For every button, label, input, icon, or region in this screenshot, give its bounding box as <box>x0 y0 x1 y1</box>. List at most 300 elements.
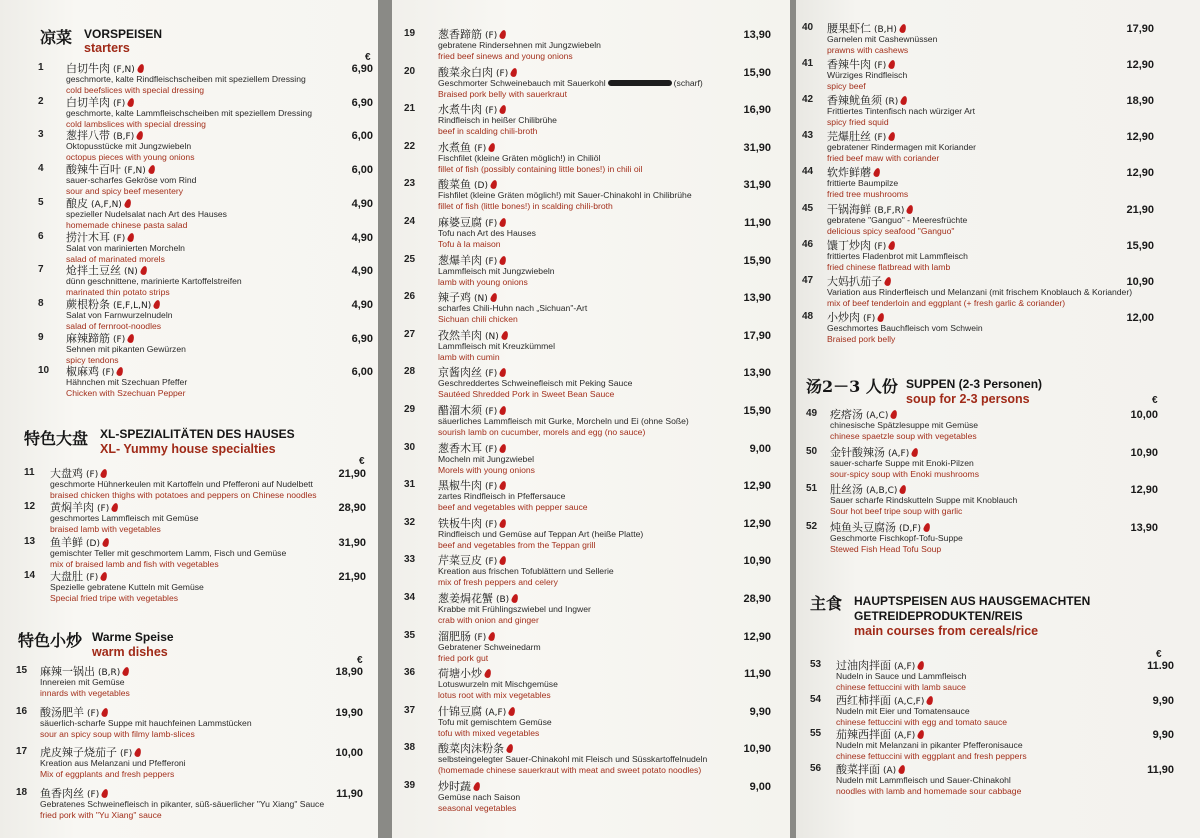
item-number: 52 <box>806 520 818 532</box>
item-description-de-text: Tofu nach Art des Hauses <box>438 228 536 238</box>
item-number: 11 <box>24 467 35 478</box>
item-price: 10,90 <box>1126 275 1154 288</box>
chili-pepper-icon <box>873 168 882 179</box>
item-name-cn-text: 馕丁炒肉 <box>827 238 871 252</box>
item-description-de <box>827 178 898 188</box>
item-description-de <box>836 740 1023 750</box>
item-description-en: spicy beef <box>827 81 866 92</box>
menu-item <box>796 22 1200 56</box>
item-name-cn-text: 白切羊肉 <box>66 95 110 109</box>
chili-pepper-icon <box>100 468 109 479</box>
item-price: 16,90 <box>743 104 771 117</box>
item-price: 28,90 <box>743 593 771 605</box>
chili-pepper-icon <box>917 660 926 671</box>
menu-item <box>796 166 1200 200</box>
item-description-de-text: sauer-scharfes Gekröse vom Rind <box>66 175 197 186</box>
allergen-codes: (N) <box>485 331 499 342</box>
item-description-en: sour-spicy soup with Enoki mushrooms <box>830 468 980 479</box>
menu-item <box>796 521 1200 555</box>
item-price: 4,90 <box>351 265 373 278</box>
chili-pepper-icon <box>100 571 109 582</box>
item-number: 23 <box>404 178 416 190</box>
item-description-de <box>438 566 614 576</box>
item-description-de-text: Kreation aus Melanzani und Pfefferoni <box>40 758 186 769</box>
item-description-en: fried beef sinews and young onions <box>438 51 573 61</box>
menu-item <box>796 94 1200 128</box>
allergen-codes: (D) <box>86 538 100 549</box>
item-number: 6 <box>38 230 44 242</box>
menu-item <box>796 483 1200 517</box>
menu-item <box>392 705 790 739</box>
menu-item <box>796 311 1200 345</box>
chili-pepper-icon <box>127 97 136 108</box>
allergen-codes: (F) <box>113 233 126 244</box>
item-description-en: tofu with mixed vegetables <box>438 727 540 738</box>
allergen-codes: (B,F,R) <box>874 205 905 216</box>
item-description-de-text: Oktopusstücke mit Jungzwiebeln <box>66 141 192 152</box>
item-number: 9 <box>38 331 44 343</box>
item-name-cn-text: 鱼香肉丝 <box>40 787 84 801</box>
item-description-de-text: gebratene "Ganguo" - Meeresfrüchte <box>827 214 968 225</box>
item-price: 9,90 <box>749 705 771 718</box>
section-title-de: HAUPTSPEISEN AUS HAUSGEMACHTEN <box>854 594 1091 608</box>
item-description-en: mix of braised lamb and fish with vegetables <box>50 558 219 569</box>
item-name-cn-text: 大盘肚 <box>50 569 83 583</box>
item-number: 3 <box>38 129 44 141</box>
item-number: 41 <box>802 58 814 70</box>
item-description-en: Tofu à la maison <box>438 239 501 249</box>
item-description-en: cold lambslices with special dressing <box>66 118 206 129</box>
menu-item <box>0 706 378 740</box>
allergen-codes: (F) <box>485 482 498 493</box>
item-description-de-text: Geschmorter Schweinebauch mit Sauerkohl <box>438 77 606 88</box>
item-name-cn-text: 水煮鱼 <box>438 140 471 154</box>
item-description-de <box>438 604 591 614</box>
item-price: 9,90 <box>1152 729 1174 741</box>
item-description-en: chinese spaetzle soup with vegetables <box>830 431 977 441</box>
item-price: 6,90 <box>351 332 373 345</box>
item-number: 56 <box>810 762 822 774</box>
menu-item <box>0 332 378 366</box>
item-price: 12,90 <box>743 480 771 493</box>
menu-item <box>392 254 790 288</box>
item-description-de-text: säuerlich-scharfe Suppe mit hauchfeinen Lammstücken <box>40 717 252 728</box>
currency-label: € <box>1156 649 1162 660</box>
menu-item <box>392 28 790 62</box>
item-description-en: cold beefslices with special dressing <box>66 85 205 95</box>
item-description-en: braised chicken thighs with potatoes and peppers on Chinese noodles <box>50 490 317 500</box>
item-price: 11,90 <box>336 788 363 801</box>
item-description-de <box>438 378 632 388</box>
chili-pepper-icon <box>499 255 508 266</box>
allergen-codes: (A,C,F) <box>894 696 925 707</box>
item-number: 46 <box>802 238 814 250</box>
item-price: 12,00 <box>1126 311 1154 324</box>
item-number: 48 <box>802 310 814 322</box>
item-number: 40 <box>802 22 814 33</box>
item-number: 39 <box>404 780 416 791</box>
item-description-de <box>827 251 968 261</box>
item-description-de-text: Spezielle gebratene Kutteln mit Gemüse <box>50 581 204 592</box>
item-name-cn-text: 腰果虾仁 <box>827 22 871 35</box>
chili-pepper-icon <box>473 781 482 792</box>
item-description-de <box>827 323 983 333</box>
item-description-en: Braised pork belly with sauerkraut <box>438 88 567 99</box>
menu-item <box>796 58 1200 92</box>
item-price: 13,90 <box>743 367 771 380</box>
item-name-cn-text: 肚丝汤 <box>830 483 863 497</box>
allergen-codes: (A,F,N) <box>91 199 122 210</box>
item-description-de <box>438 341 555 351</box>
item-description-de <box>827 34 937 44</box>
item-description-de <box>827 70 907 80</box>
item-name-cn-text: 芫爆肚丝 <box>827 130 871 144</box>
item-price: 31,90 <box>743 179 771 192</box>
chili-pepper-icon <box>906 204 915 215</box>
allergen-codes: (A,F) <box>888 448 910 459</box>
item-description-en: salad of marinated morels <box>66 253 165 264</box>
item-description-de <box>50 548 286 558</box>
chili-pepper-icon <box>506 744 515 755</box>
item-description-de-text: Gebratener Schweinedarm <box>438 641 541 652</box>
item-description-de-text: Rindfleisch in heißer Chilibrühe <box>438 115 557 126</box>
allergen-codes: (F) <box>485 256 498 267</box>
item-description-en: Sichuan chili chicken <box>438 314 518 325</box>
item-price: 18,90 <box>1126 95 1154 108</box>
item-description-en: sour an spicy soup with filmy lamb-slices <box>40 728 195 739</box>
chili-pepper-icon <box>898 23 907 34</box>
item-name-cn-text: 葱香木耳 <box>438 441 482 455</box>
item-description-en: crab with onion and ginger <box>438 615 539 625</box>
item-description-de <box>830 533 963 543</box>
item-description-en: spicy fried squid <box>827 117 889 128</box>
item-name-cn-text: 葱姜焗花蟹 <box>438 592 493 605</box>
item-description-de <box>827 106 975 116</box>
item-price: 31,90 <box>743 141 771 154</box>
menu-item <box>392 667 790 701</box>
allergen-codes: (F) <box>86 572 99 583</box>
item-number: 24 <box>404 216 416 227</box>
currency-label: € <box>365 52 371 63</box>
item-description-de <box>66 276 242 286</box>
item-description-de <box>66 209 227 219</box>
item-number: 53 <box>810 659 822 670</box>
item-number: 43 <box>802 130 814 142</box>
menu-item <box>0 96 378 130</box>
item-price: 11,90 <box>744 668 771 681</box>
menu-item <box>392 592 790 626</box>
allergen-codes: (F) <box>485 519 498 530</box>
item-price: 12,90 <box>1126 167 1154 180</box>
item-name-cn-text: 铁板牛肉 <box>438 516 482 530</box>
item-description-en: Sautéed Shredded Pork in Sweet Bean Sauce <box>438 389 615 400</box>
allergen-codes: (F) <box>874 133 887 144</box>
item-description-de <box>438 792 520 802</box>
redaction-mark <box>608 80 672 86</box>
item-description-de <box>836 671 966 681</box>
item-price: 19,90 <box>335 706 363 719</box>
item-number: 19 <box>404 28 416 39</box>
item-description-en: innards with vegetables <box>40 688 130 698</box>
allergen-codes: (A,F) <box>485 707 507 718</box>
allergen-codes: (F) <box>485 557 498 568</box>
item-description-de <box>836 775 1011 785</box>
item-price: 10,00 <box>1130 409 1158 421</box>
chili-pepper-icon <box>102 537 111 548</box>
item-description-en: Mix of eggplants and fresh peppers <box>40 769 175 780</box>
item-number: 44 <box>802 166 814 178</box>
item-description-en: sour and spicy beef mesentery <box>66 186 184 197</box>
chili-pepper-icon <box>123 198 132 209</box>
item-number: 13 <box>24 535 36 547</box>
item-description-en: fried pork with "Yu Xiang" sauce <box>40 810 162 821</box>
item-description-de <box>836 706 970 716</box>
item-description-de <box>50 513 199 523</box>
item-name-cn-text: 软炸鲜蘑 <box>827 166 871 180</box>
item-name-cn-text: 酸菜肉沫粉条 <box>438 742 504 756</box>
allergen-codes: (F) <box>485 219 498 229</box>
item-price: 6,00 <box>351 366 373 379</box>
item-name-cn-text: 溜肥肠 <box>438 629 471 643</box>
chili-pepper-icon <box>900 95 909 106</box>
item-description-de <box>66 74 306 84</box>
item-price: 12,90 <box>1126 131 1154 144</box>
item-description-de-text: Mocheln mit Jungzwiebel <box>438 453 535 464</box>
menu-page-middle <box>392 0 790 838</box>
item-description-de <box>50 479 313 489</box>
item-price: 13,90 <box>1130 521 1158 534</box>
item-price: 17,90 <box>1126 23 1154 35</box>
item-price: 31,90 <box>338 536 366 549</box>
item-name-cn-text: 酿皮 <box>66 196 88 210</box>
section-title-en: starters <box>84 41 130 55</box>
section-title-cn: 特色大盘 <box>24 429 89 448</box>
item-price: 9,00 <box>749 442 771 455</box>
chili-pepper-icon <box>923 522 932 533</box>
item-name-cn-text: 酸菜汆白肉 <box>438 65 493 79</box>
chili-pepper-icon <box>499 29 508 40</box>
item-description-en: chinese fettuccini with egg and tomato sauce <box>836 716 1008 727</box>
item-number: 31 <box>404 479 416 491</box>
allergen-codes: (F) <box>863 313 876 324</box>
section-title-cn: 汤2－3 人份 <box>806 377 898 396</box>
allergen-codes: (D) <box>474 181 488 192</box>
section-title-cn: 凉菜 <box>40 28 73 47</box>
item-name-cn-text: 蕨根粉条 <box>66 297 110 311</box>
item-description-de <box>438 40 601 50</box>
allergen-codes: (A,F) <box>894 731 916 741</box>
item-description-en: noodles with lamb and homemade sour cabbage <box>836 785 1022 796</box>
menu-item <box>0 467 378 501</box>
item-number: 27 <box>404 328 416 340</box>
item-description-de <box>830 495 1017 505</box>
allergen-codes: (D,F) <box>899 523 921 534</box>
item-description-en: beef and vegetables from the Teppan grill <box>438 539 596 550</box>
item-description-de <box>830 420 978 430</box>
item-name-cn-text: 白切牛肉 <box>66 62 110 75</box>
item-description-de-text: frittiertes Fladenbrot mit Lammfleisch <box>827 250 968 261</box>
menu-item <box>796 728 1200 762</box>
item-description-de-text: dünn geschnittene, marinierte Kartoffelstreifen <box>66 276 242 287</box>
item-description-en: chinese fettuccini with lamb sauce <box>836 682 966 692</box>
item-price: 21,90 <box>338 570 366 583</box>
item-number: 51 <box>806 483 818 495</box>
item-description-de-text: Innereien mit Gemüse <box>40 677 125 687</box>
item-description-de <box>66 108 312 118</box>
chili-pepper-icon <box>510 67 519 78</box>
item-number: 34 <box>404 592 416 603</box>
menu-page-right <box>796 0 1200 838</box>
chili-pepper-icon <box>888 132 897 143</box>
item-name-cn-text: 鱼羊鲜 <box>50 535 83 549</box>
item-price: 15,90 <box>1126 239 1154 252</box>
menu-item <box>392 329 790 363</box>
item-name-cn-text: 葱拌八带 <box>66 129 110 143</box>
allergen-codes: (B) <box>496 595 510 605</box>
item-name-cn-text: 疙瘩汤 <box>830 408 863 421</box>
chili-pepper-icon <box>884 276 893 287</box>
item-name-cn-text: 虎皮辣子烧茄子 <box>40 746 117 760</box>
item-name-cn-text: 香辣牛肉 <box>827 58 871 72</box>
menu-item <box>796 763 1200 797</box>
chili-pepper-icon <box>511 593 520 604</box>
menu-item <box>392 479 790 513</box>
item-number: 30 <box>404 441 416 453</box>
item-description-en: fillet of fish (little bones!) in scalding chili-broth <box>438 201 613 212</box>
item-description-en: marinated thin potato strips <box>66 287 170 298</box>
item-description-de-text: Fischfilet (kleine Gräten möglich!) in Chiliöl <box>438 152 601 163</box>
item-price: 4,90 <box>351 298 373 311</box>
menu-item <box>796 694 1200 728</box>
item-number: 33 <box>404 554 416 566</box>
section-title-en: warm dishes <box>92 645 168 659</box>
section-title-de: SUPPEN (2-3 Personen) <box>906 377 1043 391</box>
item-description-de-text: Tofu mit gemischtem Gemüse <box>438 716 552 727</box>
menu-page-left <box>0 0 378 838</box>
item-description-en: spicy tendons <box>66 354 119 365</box>
allergen-codes: (F) <box>87 790 100 801</box>
menu-item <box>0 570 378 604</box>
item-price: 9,00 <box>749 781 771 793</box>
chili-pepper-icon <box>101 707 110 718</box>
item-description-en: octopus pieces with young onions <box>66 152 195 163</box>
menu-item <box>392 103 790 137</box>
item-description-de <box>50 582 204 592</box>
item-name-cn-text: 麻婆豆腐 <box>438 216 482 229</box>
item-description-de-text: Lotuswurzeln mit Mischgemüse <box>438 679 558 690</box>
item-number: 28 <box>404 366 416 378</box>
menu-item <box>0 787 378 821</box>
item-price: 6,90 <box>351 96 373 109</box>
menu-item <box>796 275 1200 309</box>
item-price: 18,90 <box>335 666 363 678</box>
item-price: 4,90 <box>351 231 373 244</box>
chili-pepper-icon <box>136 131 145 142</box>
chili-pepper-icon <box>127 232 136 243</box>
item-description-de <box>830 458 974 468</box>
item-description-de-text: geschmorte, kalte Rindfleischscheiben mit speziellem Dressing <box>66 74 306 84</box>
chili-pepper-icon <box>499 518 508 529</box>
item-description-en: salad of fernroot-noodles <box>66 320 162 331</box>
allergen-codes: (A,F) <box>894 662 916 672</box>
item-number: 20 <box>404 65 416 77</box>
item-name-cn-text: 葱爆羊肉 <box>438 253 482 267</box>
item-description-de <box>40 677 125 687</box>
item-number: 55 <box>810 728 822 739</box>
item-number: 47 <box>802 274 814 286</box>
item-description-de-text: Geschreddertes Schweinefleisch mit Peking Sauce <box>438 378 633 389</box>
chili-pepper-icon <box>499 217 508 228</box>
item-description-de-text: gebratener Rindermagen mit Koriander <box>827 142 977 153</box>
item-description-de-text: Gemüse nach Saison <box>438 792 521 802</box>
item-name-cn-text: 麻辣一锅出 <box>40 665 95 678</box>
chili-pepper-icon <box>499 104 508 115</box>
allergen-codes: (F) <box>113 334 126 345</box>
item-description-de-tail: (scharf) <box>673 77 703 88</box>
allergen-codes: (F) <box>496 68 509 79</box>
menu-item <box>392 141 790 175</box>
item-description-de <box>438 303 587 313</box>
item-name-cn-text: 酸菜拌面 <box>836 762 880 776</box>
item-description-de <box>66 243 185 253</box>
item-description-de-text: Lammfleisch mit Kreuzkümmel <box>438 340 555 351</box>
item-price: 21,90 <box>1126 203 1154 216</box>
item-number: 5 <box>38 196 44 208</box>
allergen-codes: (B,R) <box>98 668 121 678</box>
item-number: 49 <box>806 408 818 419</box>
item-number: 42 <box>802 94 814 106</box>
item-description-de <box>66 377 187 387</box>
item-name-cn-text: 葱香蹄筋 <box>438 28 482 41</box>
item-description-de-text: Sehnen mit pikanten Gewürzen <box>66 343 186 354</box>
chili-pepper-icon <box>490 180 499 191</box>
chili-pepper-icon <box>500 330 509 341</box>
item-description-de-text: Nudeln mit Eier und Tomatensauce <box>836 705 970 716</box>
item-name-cn-text: 小炒肉 <box>827 310 860 324</box>
item-description-de-text: gebratene Rindersehnen mit Jungzwiebeln <box>438 40 601 50</box>
allergen-codes: (F) <box>485 31 498 41</box>
menu-item <box>796 446 1200 480</box>
allergen-codes: (F,N) <box>124 166 146 177</box>
chili-pepper-icon <box>489 292 498 303</box>
item-number: 2 <box>38 95 44 107</box>
item-number: 26 <box>404 291 416 303</box>
item-description-en: lamb with cumin <box>438 351 500 362</box>
item-price: 21,90 <box>338 468 366 480</box>
item-name-cn-text: 酸汤肥羊 <box>40 705 84 719</box>
item-description-de-text: Gebratenes Schweinefleisch in pikanter, süß-säuerlicher "Yu Xiang" Sauce <box>40 799 325 810</box>
item-description-de-text: zartes Rindfleisch in Pfeffersauce <box>438 491 566 502</box>
menu-item <box>796 659 1200 693</box>
chili-pepper-icon <box>926 695 935 706</box>
item-description-de-text: Fishfilet (kleine Gräten möglich!) mit Sauer-Chinakohl in Chilibrühe <box>438 190 692 201</box>
item-description-en: Morels with young onions <box>438 464 535 475</box>
item-price: 6,00 <box>351 130 373 143</box>
allergen-codes: (A,B,C) <box>866 486 898 497</box>
item-name-cn-text: 黑椒牛肉 <box>438 479 482 493</box>
item-price: 10,00 <box>335 747 363 760</box>
item-number: 1 <box>38 62 44 73</box>
item-description-en: mix of beef tenderloin and eggplant (+ fresh garlic & coriander) <box>827 297 1066 308</box>
item-name-cn-text: 西红柿拌面 <box>836 693 891 707</box>
item-name-cn-text: 大妈扒茄子 <box>827 274 882 288</box>
item-description-de-text: Würziges Rindfleisch <box>827 70 908 81</box>
item-description-en: beef and vegetables with pepper sauce <box>438 502 588 513</box>
item-description-en: Sour hot beef tripe soup with garlic <box>830 506 963 517</box>
item-price: 10,90 <box>743 555 771 568</box>
item-name-cn-text: 什锦豆腐 <box>438 704 482 718</box>
item-name-cn-text: 干锅海鲜 <box>827 202 871 216</box>
